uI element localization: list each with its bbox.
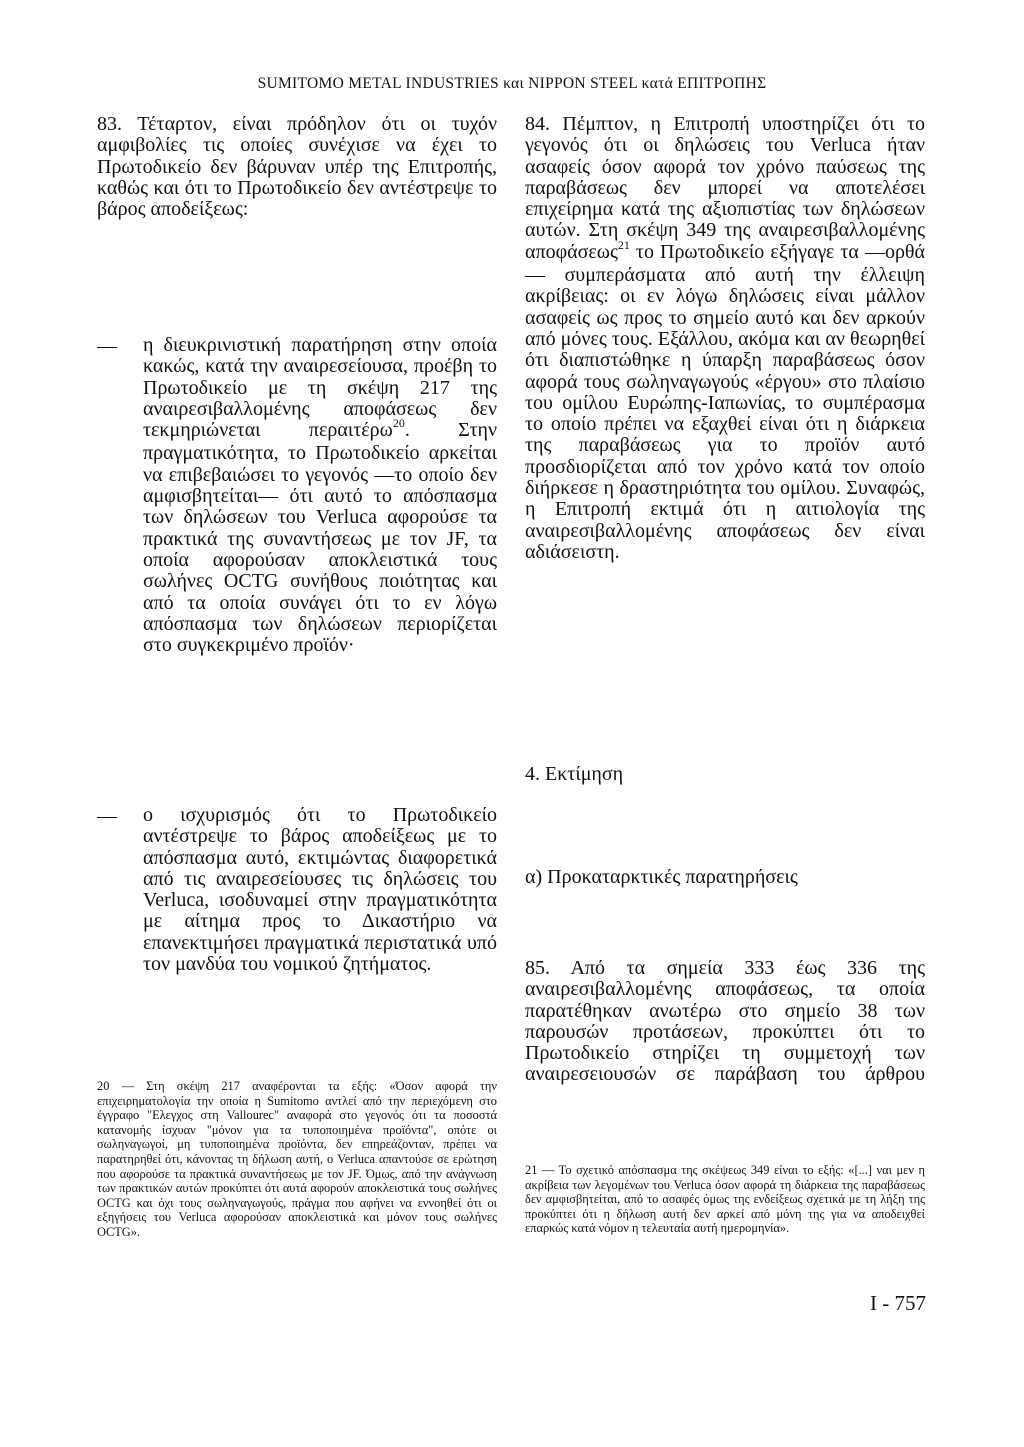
list-dash: — — [97, 335, 117, 357]
list-item-text: ο ισχυρισμός ότι το Πρωτοδικείο αντέστρεψε το βάρος αποδείξεως με το απόσπασμα αυτό, εκτιμώντας διαφορετικά από τις αναιρεσείουσες τις δηλώσεις του Verluca, ισοδυναμεί στην πραγματικότητα με αίτημα προς το Δικαστήριο να επανεκτιμήσει πραγματικά περιστατικά υπό τον μανδύα του νομικού ζητήματος. — [143, 804, 497, 976]
list-item-text — [143, 335, 497, 656]
footnote-21: 21 — Το σχετικό απόσπασμα της σκέψεως 349 είναι το εξής: «[...] ναι μεν η ακρίβεια των λεγομένων του Verluca όσον αφορά τη διάρκεια της παραβάσεως δεν αμφισβητείται, από το ασαφές όμως της ενδείξεως σχετικά με τη λήξη της προκύπτει ότι η δήλωση αυτή δεν αρκεί από μόνη της για να αποδειχθεί επαρκώς κατά νόμον η τελευταία αυτή ημερομηνία». — [525, 1163, 925, 1236]
list-item-text-part1: η διευκρινιστική παρατήρηση στην οποία κακώς, κατά την αναιρεσείουσα, προέβη το Πρωτοδικείο με τη σκέψη 217 της αναιρεσιβαλλομένης αποφάσεως δεν τεκμηριώνεται περαιτέρω — [143, 334, 497, 442]
footnote-20: 20 — Στη σκέψη 217 αναφέρονται τα εξής: «Όσον αφορά την επιχειρηματολογία την οποία η Sumitomo αντλεί από την περιεχόμενη στο έγγραφο "Ελεγχος στη Vallourec" αναφορά στο γεγονός ότι τα ποσοστά κατανομής ίσχυαν "μόνον για τα τυποποιημένα προϊόντα", οπότε οι σωληναγωγοί, μη τυποποιημένα προϊόντα, δεν επηρεάζονταν, πρέπει να παρατηρηθεί ότι, κάνοντας τη δήλωση αυτή, ο Verluca απαντούσε σε ερώτηση που αφορούσε τα πρακτικά συναντήσεως με τον JF. Όμως, από την ανάγνωση των πρακτικών αυτών προκύπτει ότι αυτά αφορούν αποκλειστικά τους σωλήνες OCTG και όχι τους σωληναγωγούς, πράγμα που αφήνει να εννοηθεί ότι οι εξηγήσεις του Verluca αφορούσαν αποκλειστικά και μόνον τους σωλήνες OCTG». — [97, 1079, 497, 1239]
paragraph-84 — [525, 114, 925, 563]
paragraph-84-part2: το Πρωτοδικείο εξήγαγε τα —ορθά— συμπεράσματα από αυτή την έλλειψη ακρίβειας: οι εν λόγω δηλώσεις είναι μάλλον ασαφείς ως προς το σημείο αυτό και δεν αρκούν από μόνες τους. Εξάλλου, ακόμα και αν θεωρηθεί ότι διαπιστώθηκε η ύπαρξη παραβάσεως όσον αφορά τους σωληναγωγούς «έργου» στο πλαίσιο του ομίλου Ευρώπης-Ιαπωνίας, το συμπέρασμα το οποίο πρέπει να εξαχθεί είναι ότι η διάρκεια της παραβάσεως για το προϊόν αυτό προσδιορίζεται από τον χρόνο κατά τον οποίο διήρκεσε η δραστηριότητα του ομίλου. Συναφώς, η Επιτροπή εκτιμά ότι η αιτιολογία της αναιρεσιβαλλομένης αποφάσεως δεν είναι αδιάσειστη. — [525, 240, 925, 563]
footnote-ref-21[interactable]: 21 — [617, 237, 630, 252]
footnote-ref-20[interactable]: 20 — [392, 416, 405, 431]
list-item — [97, 805, 497, 975]
list-item — [97, 335, 497, 656]
list-dash: — — [97, 805, 117, 827]
paragraph-83: 83. Τέταρτον, είναι πρόδηλον ότι οι τυχόν αμφιβολίες τις οποίες συνέχισε να έχει το Πρωτοδικείο δεν βάρυναν υπέρ της Επιτροπής, καθώς και ότι το Πρωτοδικείο δεν αντέστρεψε το βάρος αποδείξεως: — [97, 113, 497, 221]
page-number: I - 757 — [870, 1291, 926, 1315]
paragraph-84-part1: 84. Πέμπτον, η Επιτροπή υποστηρίζει ότι το γεγονός ότι οι δηλώσεις του Verluca ήταν ασαφείς όσον αφορά τον χρόνο παύσεως της παραβάσεως δεν μπορεί να αποτελέσει επιχείρημα κατά της αξιοπιστίας των δηλώσεων αυτών. Στη σκέψη 349 της αναιρεσιβαλλομένης αποφάσεως — [525, 113, 925, 263]
list-item-text-part2: . Στην πραγματικότητα, το Πρωτοδικείο αρκείται να επιβεβαιώσει το γεγονός —το οποίο δεν αμφισβητείται— ότι αυτό το απόσπασμα των δηλώσεων του Verluca αφορούσε τα πρακτικά της συναντήσεως με τον JF, τα οποία αφορούσαν αποκλειστικά τους σωλήνες OCTG συνήθους ποιότητας και από τα οποία συνάγει ότι το εν λόγω απόσπασμα των δηλώσεων περιορίζεται στο συγκεκριμένο προϊόν· — [143, 419, 497, 657]
paragraph-85: 85. Από τα σημεία 333 έως 336 της αναιρεσιβαλλομένης αποφάσεως, τα οποία παρατέθηκαν ανωτέρω στο σημείο 38 των παρουσών προτάσεων, προκύπτει ότι το Πρωτοδικείο στηρίζει τη συμμετοχή των αναιρεσειουσών σε παράβαση του άρθρου — [525, 957, 925, 1086]
section-heading-evaluation: 4. Εκτίμηση — [525, 763, 624, 785]
running-header: SUMITOMO METAL INDUSTRIES και NIPPON STEEL κατά ΕΠΙΤΡΟΠΗΣ — [257, 75, 767, 92]
subsection-heading-preliminary: α) Προκαταρκτικές παρατηρήσεις — [525, 866, 798, 888]
